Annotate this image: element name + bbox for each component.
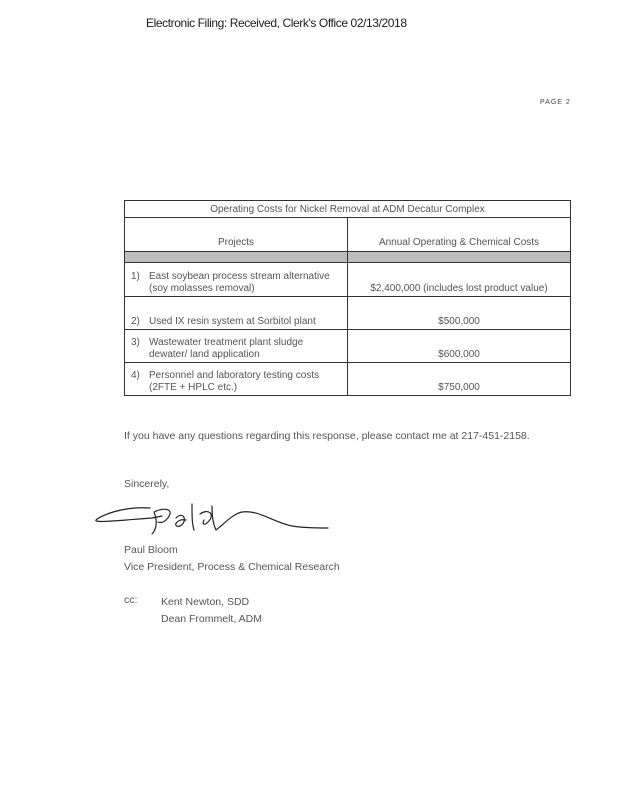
cc-label: cc: <box>124 594 138 606</box>
filing-stamp: Electronic Filing: Received, Clerk's Office 02/13/2018 <box>146 16 407 30</box>
table-row <box>125 363 571 396</box>
page-number: PAGE 2 <box>540 99 571 106</box>
item-number: 4) <box>131 370 140 381</box>
cost-cell: $600,000 <box>348 330 571 363</box>
cc-recipient: Dean Frommelt, ADM <box>161 613 262 625</box>
cost-cell: $2,400,000 (includes lost product value) <box>348 263 571 297</box>
cost-cell: $500,000 <box>348 297 571 330</box>
project-description-line1: Personnel and laboratory testing costs <box>149 370 320 381</box>
project-cell <box>125 297 348 330</box>
table-title: Operating Costs for Nickel Removal at ADM Decatur Complex <box>125 201 571 218</box>
project-description-line1: Wastewater treatment plant sludge <box>149 337 304 348</box>
closing-salutation: Sincerely, <box>124 478 170 490</box>
project-cell <box>125 363 348 396</box>
table-row <box>125 297 571 330</box>
project-description-line2: (2FTE + HPLC etc.) <box>149 382 238 393</box>
contact-paragraph: If you have any questions regarding this response, please contact me at 217-451-2158. <box>124 430 530 442</box>
project-description-line2: (soy molasses removal) <box>149 283 255 294</box>
table-shaded-separator <box>125 252 571 263</box>
project-description-line1: East soybean process stream alternative <box>149 271 330 282</box>
handwritten-signature <box>92 496 332 536</box>
column-header-projects: Projects <box>125 218 348 252</box>
item-number: 1) <box>131 271 140 282</box>
table-row <box>125 263 571 297</box>
cc-recipient-list <box>161 594 262 628</box>
project-description-line1: Used IX resin system at Sorbitol plant <box>149 316 316 327</box>
project-cell <box>125 330 348 363</box>
operating-costs-table <box>124 200 571 396</box>
cost-cell: $750,000 <box>348 363 571 396</box>
cc-recipient: Kent Newton, SDD <box>161 596 250 608</box>
signer-title: Vice President, Process & Chemical Research <box>124 561 340 573</box>
project-description-line2: dewater/ land application <box>149 349 260 360</box>
column-header-costs: Annual Operating & Chemical Costs <box>348 218 571 252</box>
project-cell <box>125 263 348 297</box>
item-number: 3) <box>131 337 140 348</box>
table-row <box>125 330 571 363</box>
signer-name: Paul Bloom <box>124 544 178 556</box>
item-number: 2) <box>131 316 140 327</box>
